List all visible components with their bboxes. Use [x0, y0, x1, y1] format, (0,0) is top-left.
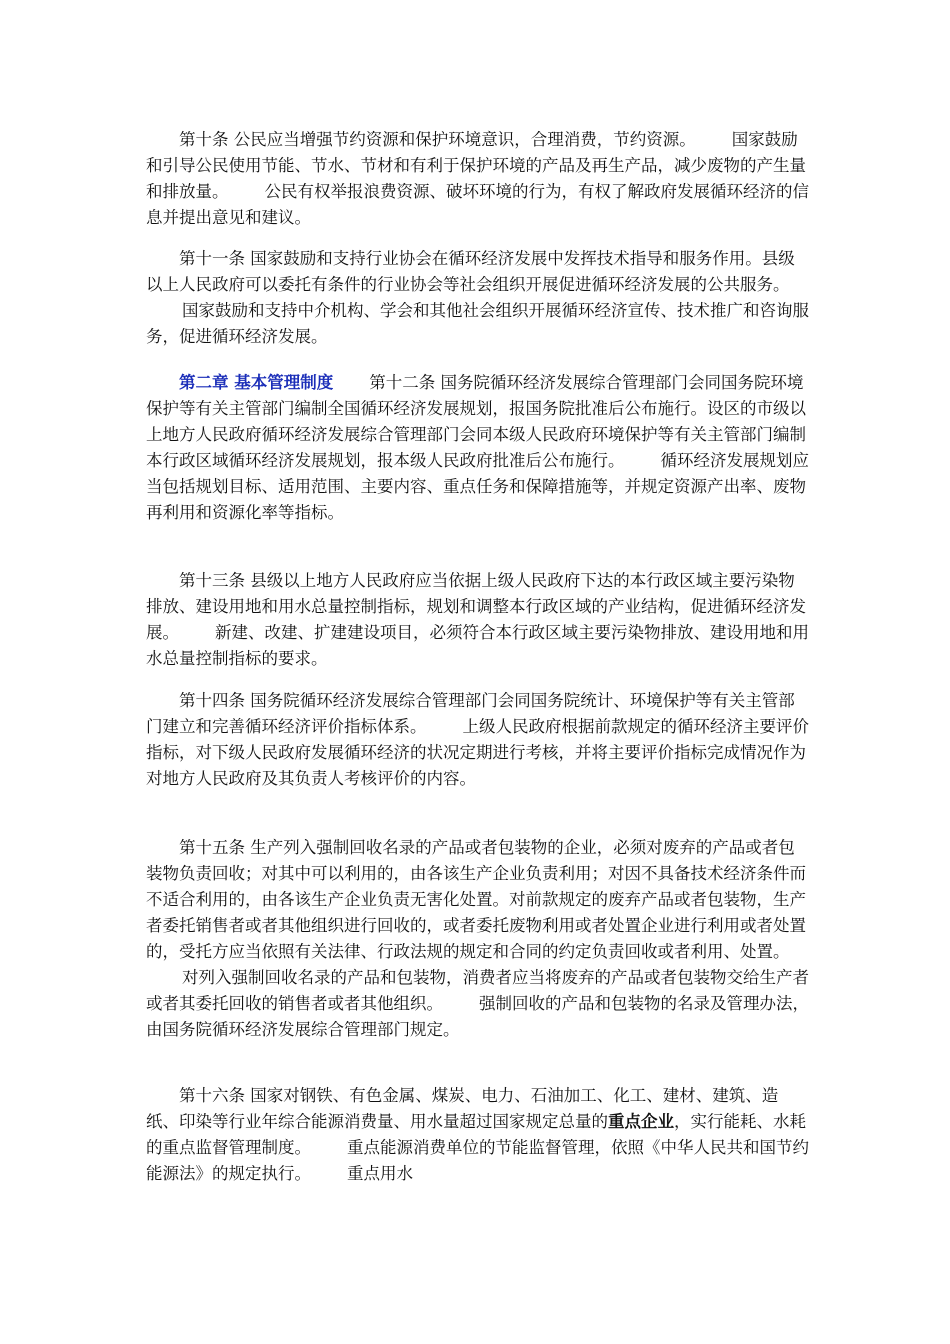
article-15-s2: 对列入强制回收名录的产品和包装物，消费者应当将废弃的产品或者包装物交给生产者或者其委托回收的销售者或者其他组织。: [146, 968, 809, 1013]
article-10-s3: 公民有权举报浪费资源、破坏环境的行为，有权了解政府发展循环经济的信息并提出意见和建议。: [146, 182, 809, 227]
article-13-s2: 新建、改建、扩建建设项目，必须符合本行政区域主要污染物排放、建设用地和用水总量控制指标的要求。: [146, 623, 809, 668]
article-14: [146, 688, 810, 792]
key-enterprise-term: 重点企业: [608, 1112, 674, 1131]
article-12: [146, 370, 810, 526]
article-11-s1: 第十一条 国家鼓励和支持行业协会在循环经济发展中发挥技术指导和服务作用。县级以上人民政府可以委托有条件的行业协会等社会组织开展促进循环经济发展的公共服务。: [146, 249, 795, 294]
article-10-s2: 国家鼓励和引导公民使用节能、节水、节材和有利于保护环境的产品及再生产品，减少废物的产生量和排放量。: [146, 130, 806, 201]
article-14-s1: 第十四条 国务院循环经济发展综合管理部门会同国务院统计、环境保护等有关主管部门建立和完善循环经济评价指标体系。: [146, 691, 795, 736]
article-11: [146, 246, 810, 350]
article-10: [146, 127, 810, 231]
article-14-s2: 上级人民政府根据前款规定的循环经济主要评价指标，对下级人民政府发展循环经济的状况定期进行考核，并将主要评价指标完成情况作为对地方人民政府及其负责人考核评价的内容。: [146, 717, 809, 788]
article-15: [146, 835, 810, 1043]
article-16-s4: 重点用水: [347, 1164, 413, 1183]
article-15-s1: 第十五条 生产列入强制回收名录的产品或者包装物的企业，必须对废弃的产品或者包装物负责回收；对其中可以利用的，由各该生产企业负责利用；对因不具备技术经济条件而不适合利用的，由各该生产企业负责无害化处置。对前款规定的废弃产品或者包装物，生产者委托销售者或者其他组织进行回收的，或者委托废物利用或者处置企业进行利用或者处置的，受托方应当依照有关法律、行政法规的规定和合同的约定负责回收或者利用、处置。: [146, 838, 806, 961]
chapter-heading: 第二章 基本管理制度: [179, 373, 334, 392]
article-15-s3: 强制回收的产品和包装物的名录及管理办法，由国务院循环经济发展综合管理部门规定。: [146, 994, 809, 1039]
article-16: [146, 1083, 810, 1187]
article-13-s1: 第十三条 县级以上地方人民政府应当依据上级人民政府下达的本行政区域主要污染物排放、建设用地和用水总量控制指标，规划和调整本行政区域的产业结构，促进循环经济发展。: [146, 571, 806, 642]
article-16-s1: 第十六条 国家对钢铁、有色金属、煤炭、电力、石油加工、化工、建材、建筑、造纸、印染等行业年综合能源消费量、用水量超过国家规定总量的: [146, 1086, 779, 1131]
article-12-s2: 循环经济发展规划应当包括规划目标、适用范围、主要内容、重点任务和保障措施等，并规定资源产出率、废物再利用和资源化率等指标。: [146, 451, 809, 522]
article-10-s1: 第十条 公民应当增强节约资源和保护环境意识，合理消费，节约资源。: [179, 130, 696, 149]
article-12-s1: 第十二条 国务院循环经济发展综合管理部门会同国务院环境保护等有关主管部门编制全国循环经济发展规划，报国务院批准后公布施行。设区的市级以上地方人民政府循环经济发展综合管理部门会同本级人民政府环境保护等有关主管部门编制本行政区域循环经济发展规划，报本级人民政府批准后公布施行。: [146, 373, 806, 470]
article-11-s2: 国家鼓励和支持中介机构、学会和其他社会组织开展循环经济宣传、技术推广和咨询服务，促进循环经济发展。: [146, 301, 809, 346]
article-13: [146, 568, 810, 672]
article-16-s3: 重点能源消费单位的节能监督管理，依照《中华人民共和国节约能源法》的规定执行。: [146, 1138, 809, 1183]
article-16-s2: ，实行能耗、水耗的重点监督管理制度。: [146, 1112, 806, 1157]
